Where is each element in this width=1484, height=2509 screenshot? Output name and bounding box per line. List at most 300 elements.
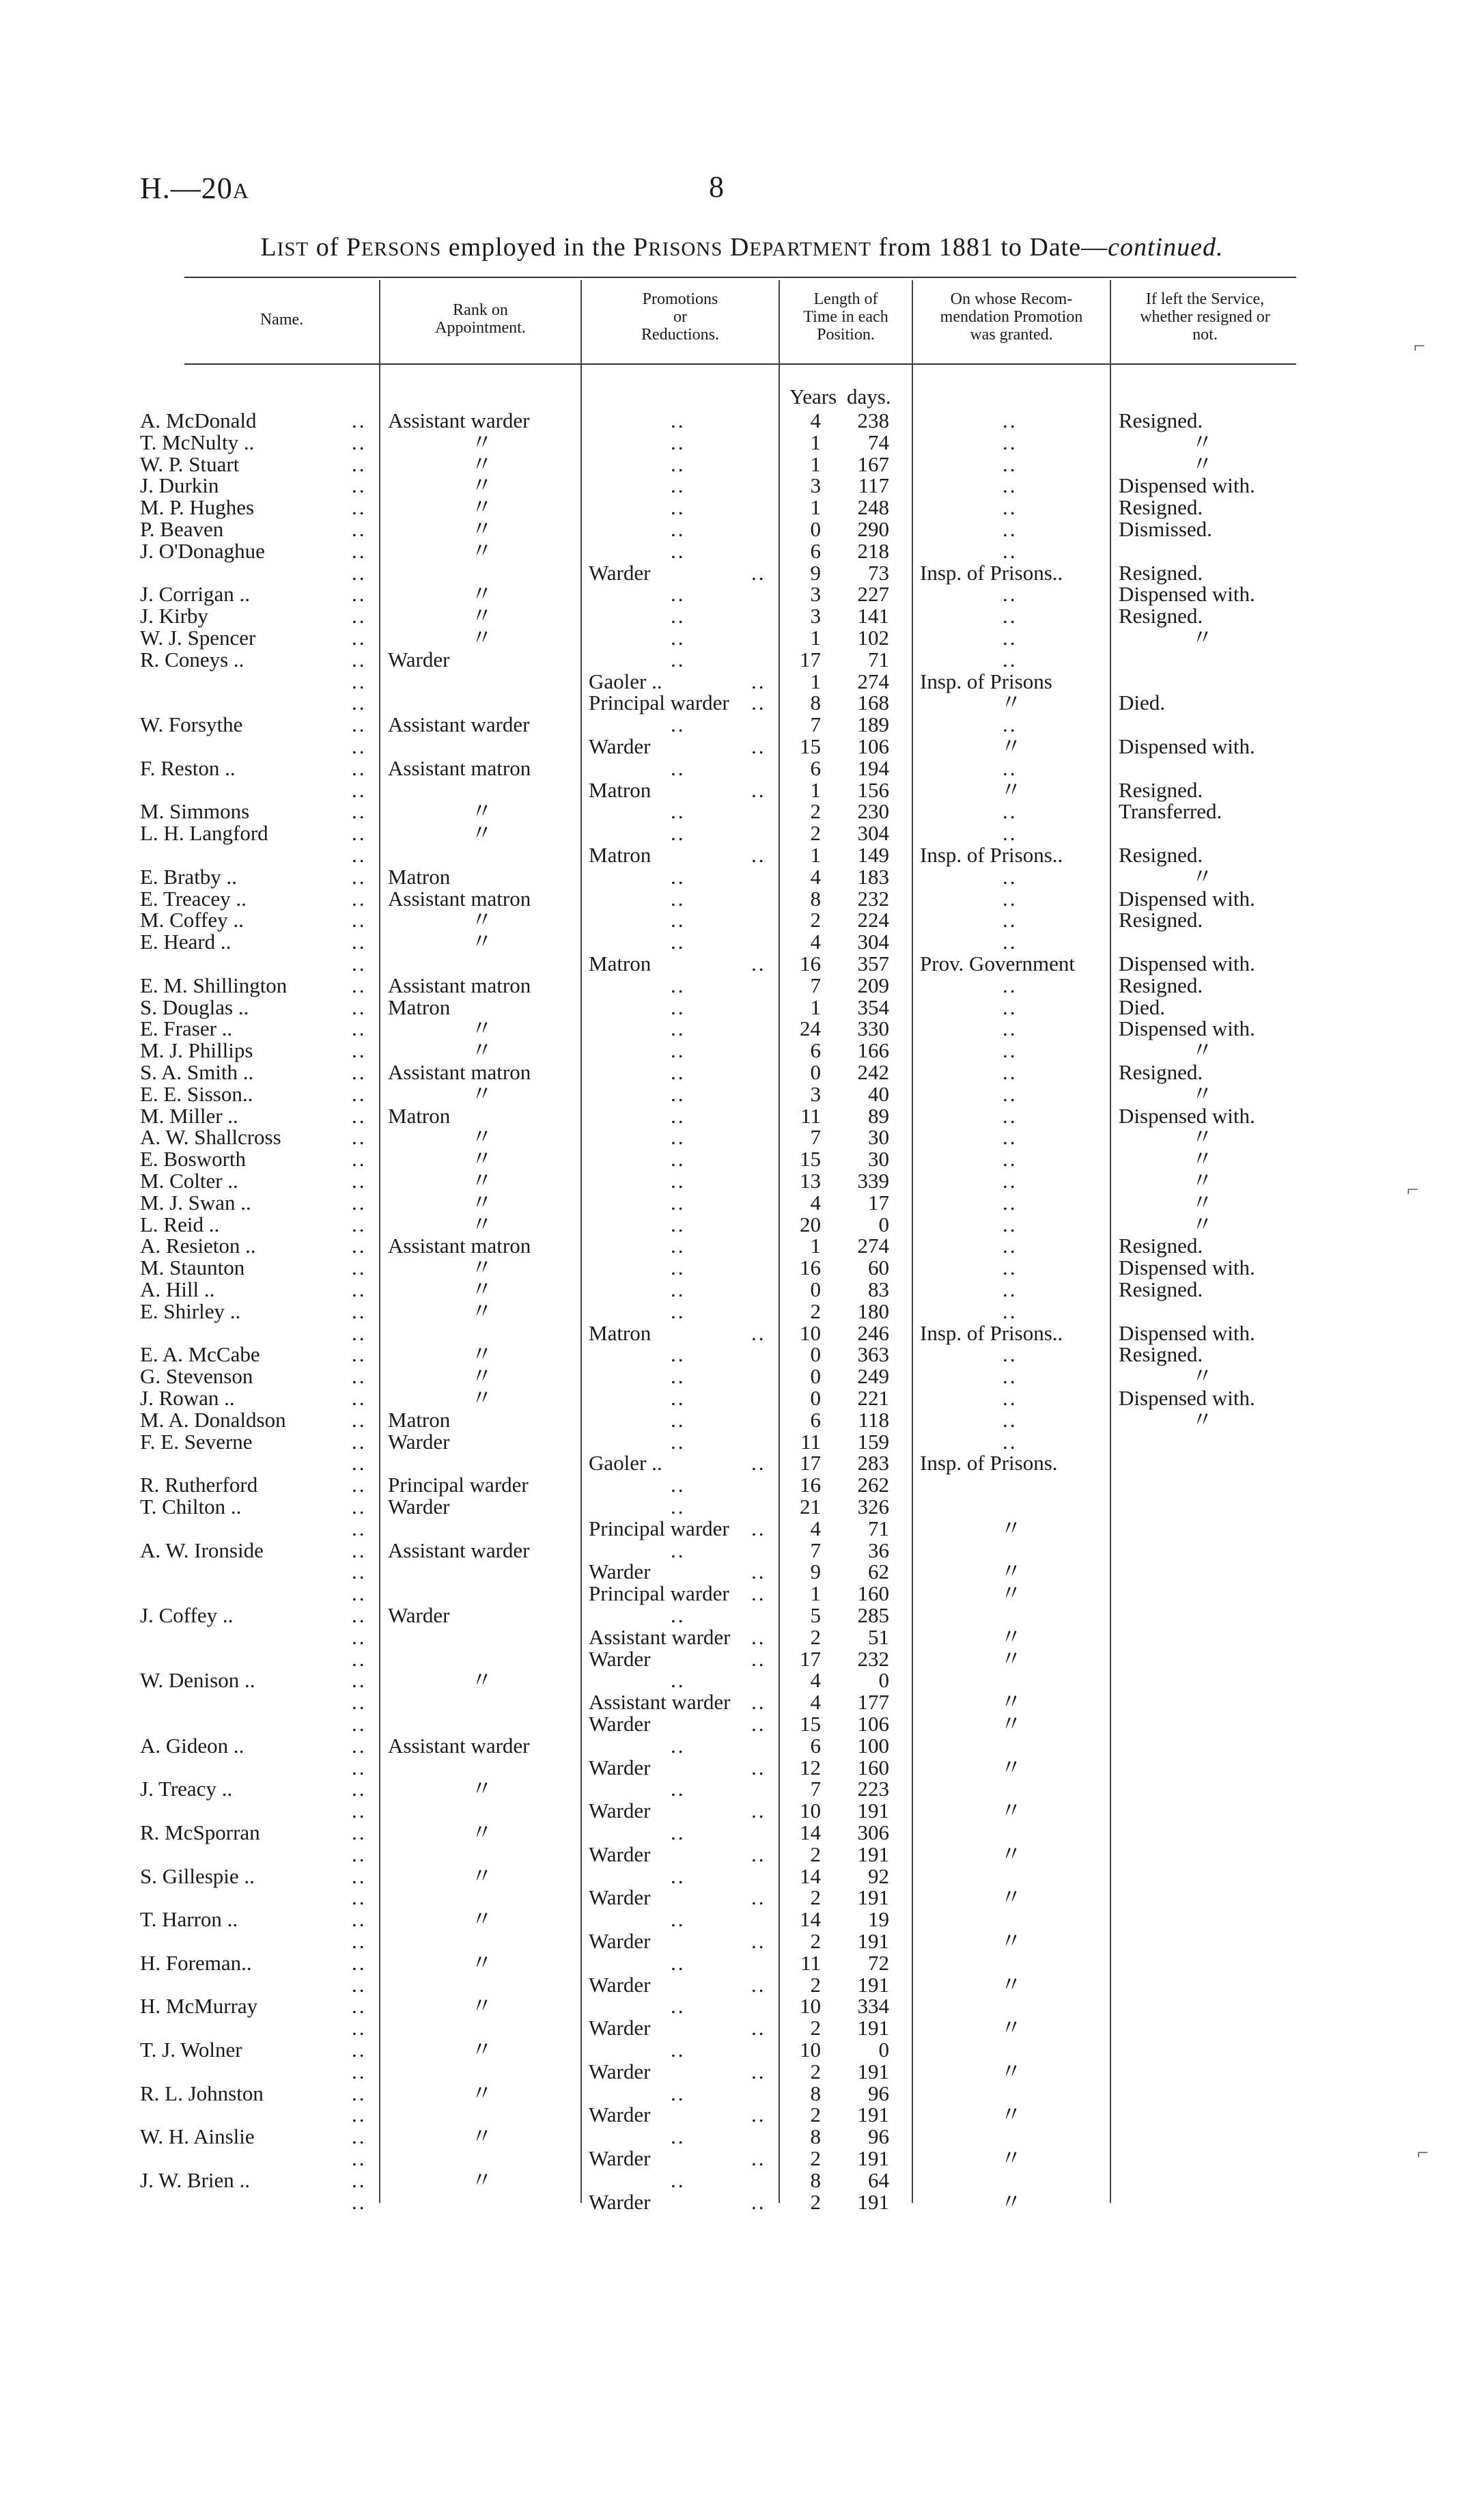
leader-dots: .. <box>1003 1125 1018 1149</box>
days-in-position: 118 <box>858 1408 889 1432</box>
staff-name: F. Reston .. <box>140 756 236 780</box>
years-in-position: 10 <box>800 1994 821 2018</box>
rank-on-appointment: Assistant warder <box>388 408 530 432</box>
left-service-status: Dispensed with. <box>1119 734 1255 758</box>
days-in-position: 167 <box>857 452 889 476</box>
days-in-position: 160 <box>857 1756 889 1779</box>
days-in-position: 17 <box>868 1191 889 1215</box>
staff-name: W. Denison .. <box>140 1668 255 1692</box>
leader-dots: .. <box>352 995 367 1019</box>
days-in-position: 71 <box>868 1516 889 1540</box>
leader-dots: .. <box>352 2190 367 2214</box>
leader-dots: .. <box>751 1625 766 1649</box>
staff-name: E. Shirley .. <box>140 1299 241 1323</box>
leader-dots: .. <box>751 1690 766 1714</box>
leader-dots: .. <box>671 1364 686 1388</box>
units-days-label: days. <box>847 385 891 408</box>
staff-name: S. A. Smith .. <box>140 1060 254 1084</box>
promotion-or-reduction: Warder <box>589 734 651 758</box>
leader-dots: .. <box>671 1408 686 1432</box>
reference-suffix: A <box>232 178 249 203</box>
left-service-status: Transferred. <box>1119 799 1222 823</box>
leader-dots: .. <box>352 1690 367 1714</box>
staff-name: T. Harron .. <box>140 1907 238 1931</box>
leader-dots: .. <box>352 1647 367 1671</box>
leader-dots: .. <box>1003 865 1018 889</box>
leader-dots: .. <box>352 1668 367 1692</box>
leader-dots: .. <box>1003 408 1018 432</box>
left-service-status: 〃 <box>1192 1191 1213 1215</box>
days-in-position: 191 <box>857 2103 889 2126</box>
leader-dots: .. <box>1003 582 1018 606</box>
days-in-position: 232 <box>857 887 889 911</box>
left-service-status: 〃 <box>1192 1408 1213 1432</box>
staff-name: J. W. Brien .. <box>140 2168 251 2192</box>
leader-dots: .. <box>751 1581 766 1605</box>
years-in-position: 6 <box>810 756 821 780</box>
rank-on-appointment: 〃 <box>471 2124 492 2148</box>
leader-dots: .. <box>352 1603 367 1627</box>
promotion-or-reduction: Warder <box>589 1842 651 1866</box>
leader-dots: .. <box>751 1929 766 1953</box>
left-service-status: Dispensed with. <box>1119 582 1255 606</box>
rank-on-appointment: Assistant matron <box>388 1060 531 1084</box>
staff-name: P. Beaven <box>140 517 224 541</box>
leader-dots: .. <box>671 865 686 889</box>
leader-dots: .. <box>1003 930 1018 954</box>
leader-dots: .. <box>352 1060 367 1084</box>
leader-dots: .. <box>751 1712 766 1736</box>
years-in-position: 7 <box>810 712 821 736</box>
leader-dots: .. <box>671 473 686 497</box>
leader-dots: .. <box>352 930 367 954</box>
leader-dots: .. <box>352 1016 367 1040</box>
days-in-position: 62 <box>868 1560 889 1583</box>
staff-name: M. Coffey .. <box>140 908 244 932</box>
staff-name: G. Stevenson <box>140 1364 253 1388</box>
leader-dots: .. <box>751 561 766 585</box>
recommended-by: 〃 <box>1000 1581 1022 1605</box>
days-in-position: 102 <box>857 626 889 650</box>
days-in-position: 166 <box>857 1038 889 1062</box>
days-in-position: 223 <box>857 1777 889 1801</box>
days-in-position: 304 <box>857 821 889 845</box>
leader-dots: .. <box>751 2016 766 2040</box>
leader-dots: .. <box>352 734 367 758</box>
rank-on-appointment: 〃 <box>471 626 492 650</box>
leader-dots: .. <box>751 2103 766 2126</box>
days-in-position: 36 <box>868 1538 889 1562</box>
years-in-position: 2 <box>810 908 821 932</box>
years-in-position: 4 <box>810 408 821 432</box>
recommended-by: 〃 <box>1000 2103 1022 2126</box>
leader-dots: .. <box>671 1169 686 1193</box>
years-in-position: 6 <box>810 539 821 563</box>
years-in-position: 13 <box>800 1169 821 1193</box>
units-years-label: Years <box>789 385 837 408</box>
leader-dots: .. <box>352 1756 367 1779</box>
recommended-by: 〃 <box>1000 2060 1022 2083</box>
days-in-position: 191 <box>857 2060 889 2083</box>
leader-dots: .. <box>352 2124 367 2148</box>
recommended-by: 〃 <box>1000 1799 1022 1822</box>
margin-mark: ⌐ <box>1414 335 1425 357</box>
rank-on-appointment: Assistant matron <box>388 887 531 911</box>
staff-name: M. A. Donaldson <box>140 1408 286 1432</box>
days-in-position: 274 <box>857 1234 889 1258</box>
rank-on-appointment: Warder <box>388 1495 450 1519</box>
rank-on-appointment: 〃 <box>471 1125 492 1149</box>
leader-dots: .. <box>352 1104 367 1128</box>
years-in-position: 17 <box>800 1451 821 1475</box>
years-in-position: 14 <box>800 1907 821 1931</box>
days-in-position: 51 <box>868 1625 889 1649</box>
leader-dots: .. <box>352 604 367 628</box>
days-in-position: 274 <box>857 669 889 693</box>
years-in-position: 1 <box>810 1581 821 1605</box>
days-in-position: 168 <box>857 691 889 715</box>
leader-dots: .. <box>671 821 686 845</box>
leader-dots: .. <box>671 1104 686 1128</box>
promotion-or-reduction: Warder <box>589 2060 651 2083</box>
leader-dots: .. <box>352 865 367 889</box>
years-in-position: 24 <box>800 1016 821 1040</box>
promotion-or-reduction: Matron <box>589 843 652 867</box>
leader-dots: .. <box>352 1820 367 1844</box>
rank-on-appointment: 〃 <box>471 1342 492 1366</box>
years-in-position: 8 <box>810 887 821 911</box>
staff-name: E. Bosworth <box>140 1147 246 1171</box>
leader-dots: .. <box>352 1495 367 1519</box>
rank-on-appointment: 〃 <box>471 517 492 541</box>
years-in-position: 1 <box>810 669 821 693</box>
leader-dots: .. <box>671 887 686 911</box>
leader-dots: .. <box>751 843 766 867</box>
staff-name: W. P. Stuart <box>140 452 240 476</box>
staff-name: E. A. McCabe <box>140 1342 260 1366</box>
days-in-position: 0 <box>878 1212 889 1236</box>
leader-dots: .. <box>352 2038 367 2062</box>
recommended-by: Insp. of Prisons. <box>920 1451 1058 1475</box>
leader-dots: .. <box>751 669 766 693</box>
leader-dots: .. <box>352 756 367 780</box>
days-in-position: 149 <box>857 843 889 867</box>
promotion-or-reduction: Gaoler .. <box>589 669 662 693</box>
promotion-or-reduction: Principal warder <box>589 1581 729 1605</box>
days-in-position: 117 <box>858 473 889 497</box>
left-service-status: 〃 <box>1192 1169 1213 1193</box>
leader-dots: .. <box>352 626 367 650</box>
leader-dots: .. <box>751 1451 766 1475</box>
rank-on-appointment: 〃 <box>471 1212 492 1236</box>
leader-dots: .. <box>352 1581 367 1605</box>
years-in-position: 6 <box>810 1038 821 1062</box>
leader-dots: .. <box>671 1777 686 1801</box>
leader-dots: .. <box>352 1234 367 1258</box>
leader-dots: .. <box>352 1625 367 1649</box>
leader-dots: .. <box>352 1560 367 1583</box>
recommended-by: 〃 <box>1000 2190 1022 2214</box>
staff-name: J. Coffey .. <box>140 1603 234 1627</box>
days-in-position: 246 <box>857 1321 889 1345</box>
leader-dots: .. <box>1003 1060 1018 1084</box>
promotion-or-reduction: Principal warder <box>589 1516 729 1540</box>
rank-on-appointment: 〃 <box>471 821 492 845</box>
days-in-position: 242 <box>857 1060 889 1084</box>
staff-name: M. Staunton <box>140 1256 245 1279</box>
days-in-position: 183 <box>857 865 889 889</box>
leader-dots: .. <box>352 1147 367 1171</box>
leader-dots: .. <box>352 1082 367 1106</box>
left-service-status: Dispensed with. <box>1119 1386 1255 1410</box>
staff-name: E. E. Sisson.. <box>140 1082 253 1106</box>
days-in-position: 191 <box>857 1885 889 1909</box>
leader-dots: .. <box>1003 821 1018 845</box>
leader-dots: .. <box>1003 712 1018 736</box>
days-in-position: 224 <box>857 908 889 932</box>
days-in-position: 106 <box>857 1712 889 1736</box>
rank-on-appointment: 〃 <box>471 2168 492 2192</box>
years-in-position: 1 <box>810 430 821 454</box>
left-service-status: 〃 <box>1192 452 1213 476</box>
leader-dots: .. <box>352 712 367 736</box>
rank-on-appointment: Matron <box>388 995 451 1019</box>
staff-name: A. W. Shallcross <box>140 1125 281 1149</box>
leader-dots: .. <box>352 2168 367 2192</box>
days-in-position: 73 <box>868 561 889 585</box>
years-in-position: 8 <box>810 691 821 715</box>
days-in-position: 74 <box>868 430 889 454</box>
years-in-position: 15 <box>800 1712 821 1736</box>
recommended-by: 〃 <box>1000 1712 1022 1736</box>
rank-on-appointment: 〃 <box>471 1082 492 1106</box>
left-service-status: Resigned. <box>1119 604 1203 628</box>
leader-dots: .. <box>671 930 686 954</box>
days-in-position: 194 <box>857 756 889 780</box>
years-in-position: 2 <box>810 1885 821 1909</box>
days-in-position: 191 <box>857 2016 889 2040</box>
leader-dots: .. <box>671 430 686 454</box>
column-header-length: Length of Time in each Position. <box>803 290 888 344</box>
years-in-position: 12 <box>800 1756 821 1779</box>
leader-dots: .. <box>1003 648 1018 671</box>
leader-dots: .. <box>671 1038 686 1062</box>
leader-dots: .. <box>352 408 367 432</box>
left-service-status: 〃 <box>1192 430 1213 454</box>
staff-name: L. Reid .. <box>140 1212 220 1236</box>
left-service-status: Dispensed with. <box>1119 1016 1255 1040</box>
rank-on-appointment: Assistant matron <box>388 1234 531 1258</box>
column-header-name: Name. <box>260 311 304 329</box>
years-in-position: 2 <box>810 1973 821 1997</box>
days-in-position: 191 <box>857 2146 889 2170</box>
recommended-by: 〃 <box>1000 1516 1022 1540</box>
recommended-by: Insp. of Prisons.. <box>920 561 1063 585</box>
leader-dots: .. <box>671 1473 686 1497</box>
rank-on-appointment: 〃 <box>471 1147 492 1171</box>
reference-main: H.—20 <box>140 171 233 205</box>
staff-name: R. Coneys .. <box>140 648 244 671</box>
years-in-position: 3 <box>810 604 821 628</box>
days-in-position: 71 <box>868 648 889 671</box>
rank-on-appointment: 〃 <box>471 473 492 497</box>
days-in-position: 40 <box>868 1082 889 1106</box>
leader-dots: .. <box>671 1125 686 1149</box>
years-in-position: 7 <box>810 1125 821 1149</box>
leader-dots: .. <box>671 1256 686 1279</box>
leader-dots: .. <box>671 1212 686 1236</box>
staff-name: A. W. Ironside <box>140 1538 264 1562</box>
recommended-by: 〃 <box>1000 2016 1022 2040</box>
years-in-position: 1 <box>810 843 821 867</box>
staff-name: E. Treacey .. <box>140 887 247 911</box>
staff-name: E. M. Shillington <box>140 973 288 997</box>
recommended-by: 〃 <box>1000 1973 1022 1997</box>
staff-name: S. Gillespie .. <box>140 1864 255 1888</box>
rank-on-appointment: Assistant matron <box>388 756 531 780</box>
days-in-position: 159 <box>857 1430 889 1454</box>
column-header-recommendation: On whose Recom- mendation Promotion was granted. <box>940 290 1083 344</box>
staff-name: A. Resieton .. <box>140 1234 256 1258</box>
years-in-position: 11 <box>800 1951 821 1975</box>
left-service-status: Dispensed with. <box>1119 887 1255 911</box>
staff-name: W. H. Ainslie <box>140 2124 255 2148</box>
days-in-position: 92 <box>868 1864 889 1888</box>
recommended-by: 〃 <box>1000 734 1022 758</box>
years-in-position: 0 <box>810 1060 821 1084</box>
days-in-position: 72 <box>868 1951 889 1975</box>
days-in-position: 290 <box>857 517 889 541</box>
leader-dots: .. <box>671 1907 686 1931</box>
years-in-position: 17 <box>800 1647 821 1671</box>
leader-dots: .. <box>671 1299 686 1323</box>
staff-name: S. Douglas .. <box>140 995 249 1019</box>
promotion-or-reduction: Assistant warder <box>589 1690 731 1714</box>
leader-dots: .. <box>352 1038 367 1062</box>
days-in-position: 180 <box>857 1299 889 1323</box>
left-service-status: 〃 <box>1192 1125 1213 1149</box>
recommended-by: 〃 <box>1000 1560 1022 1583</box>
leader-dots: .. <box>671 604 686 628</box>
years-in-position: 1 <box>810 778 821 802</box>
leader-dots: .. <box>1003 908 1018 932</box>
leader-dots: .. <box>1003 539 1018 563</box>
staff-name: F. E. Severne <box>140 1430 253 1454</box>
leader-dots: .. <box>751 1756 766 1779</box>
years-in-position: 2 <box>810 2016 821 2040</box>
years-in-position: 2 <box>810 2103 821 2126</box>
recommended-by: 〃 <box>1000 1690 1022 1714</box>
leader-dots: .. <box>671 517 686 541</box>
recommended-by: 〃 <box>1000 691 1022 715</box>
leader-dots: .. <box>352 973 367 997</box>
leader-dots: .. <box>1003 1364 1018 1388</box>
left-service-status: Resigned. <box>1119 1277 1203 1301</box>
leader-dots: .. <box>352 778 367 802</box>
staff-name: W. J. Spencer <box>140 626 256 650</box>
days-in-position: 191 <box>857 1973 889 1997</box>
leader-dots: .. <box>751 2146 766 2170</box>
left-service-status: Died. <box>1119 995 1166 1019</box>
page-title: LIST of PERSONS employed in the PRISONS DEPARTMENT from 1881 to Date—continued. <box>260 233 1224 262</box>
years-in-position: 4 <box>810 1191 821 1215</box>
rank-on-appointment: Warder <box>388 648 450 671</box>
days-in-position: 160 <box>857 1581 889 1605</box>
years-in-position: 14 <box>800 1820 821 1844</box>
leader-dots: .. <box>352 1212 367 1236</box>
leader-dots: .. <box>671 1191 686 1215</box>
rank-on-appointment: 〃 <box>471 1299 492 1323</box>
days-in-position: 83 <box>868 1277 889 1301</box>
promotion-or-reduction: Warder <box>589 2016 651 2040</box>
leader-dots: .. <box>1003 1191 1018 1215</box>
rank-on-appointment: Assistant warder <box>388 712 530 736</box>
days-in-position: 64 <box>868 2168 889 2192</box>
left-service-status: Resigned. <box>1119 778 1203 802</box>
days-in-position: 89 <box>868 1104 889 1128</box>
leader-dots: .. <box>1003 973 1018 997</box>
rank-on-appointment: 〃 <box>471 908 492 932</box>
promotion-or-reduction: Warder <box>589 1885 651 1909</box>
leader-dots: .. <box>352 1451 367 1475</box>
days-in-position: 249 <box>857 1364 889 1388</box>
leader-dots: .. <box>671 1342 686 1366</box>
leader-dots: .. <box>352 691 367 715</box>
years-in-position: 0 <box>810 1342 821 1366</box>
leader-dots: .. <box>1003 756 1018 780</box>
left-service-status: Dismissed. <box>1119 517 1212 541</box>
rank-on-appointment: 〃 <box>471 1820 492 1844</box>
leader-dots: .. <box>1003 1342 1018 1366</box>
rank-on-appointment: 〃 <box>471 1907 492 1931</box>
days-in-position: 209 <box>857 973 889 997</box>
left-service-status: Dispensed with. <box>1119 1104 1255 1128</box>
leader-dots: .. <box>671 1016 686 1040</box>
rank-on-appointment: 〃 <box>471 1277 492 1301</box>
promotion-or-reduction: Warder <box>589 1712 651 1736</box>
days-in-position: 357 <box>857 952 889 975</box>
left-service-status: 〃 <box>1192 1364 1213 1388</box>
days-in-position: 262 <box>857 1473 889 1497</box>
left-service-status: Resigned. <box>1119 495 1203 519</box>
rank-on-appointment: Matron <box>388 1104 451 1128</box>
leader-dots: .. <box>352 1994 367 2018</box>
left-service-status: Resigned. <box>1119 973 1203 997</box>
leader-dots: .. <box>1003 517 1018 541</box>
staff-name: R. McSporran <box>140 1820 260 1844</box>
rank-on-appointment: 〃 <box>471 1169 492 1193</box>
days-in-position: 19 <box>868 1907 889 1931</box>
leader-dots: .. <box>671 1082 686 1106</box>
years-in-position: 11 <box>800 1104 821 1128</box>
promotion-or-reduction: Warder <box>589 2146 651 2170</box>
leader-dots: .. <box>1003 1299 1018 1323</box>
recommended-by: 〃 <box>1000 1647 1022 1671</box>
promotion-or-reduction: Warder <box>589 1647 651 1671</box>
promotion-or-reduction: Matron <box>589 778 652 802</box>
years-in-position: 8 <box>810 2168 821 2192</box>
years-in-position: 2 <box>810 1625 821 1649</box>
staff-name: M. P. Hughes <box>140 495 255 519</box>
years-in-position: 16 <box>800 1473 821 1497</box>
staff-name: J. Durkin <box>140 473 219 497</box>
rank-on-appointment: 〃 <box>471 1016 492 1040</box>
leader-dots: .. <box>352 1777 367 1801</box>
years-in-position: 7 <box>810 1777 821 1801</box>
left-service-status: Dispensed with. <box>1119 1321 1255 1345</box>
leader-dots: .. <box>352 1734 367 1758</box>
days-in-position: 60 <box>868 1256 889 1279</box>
